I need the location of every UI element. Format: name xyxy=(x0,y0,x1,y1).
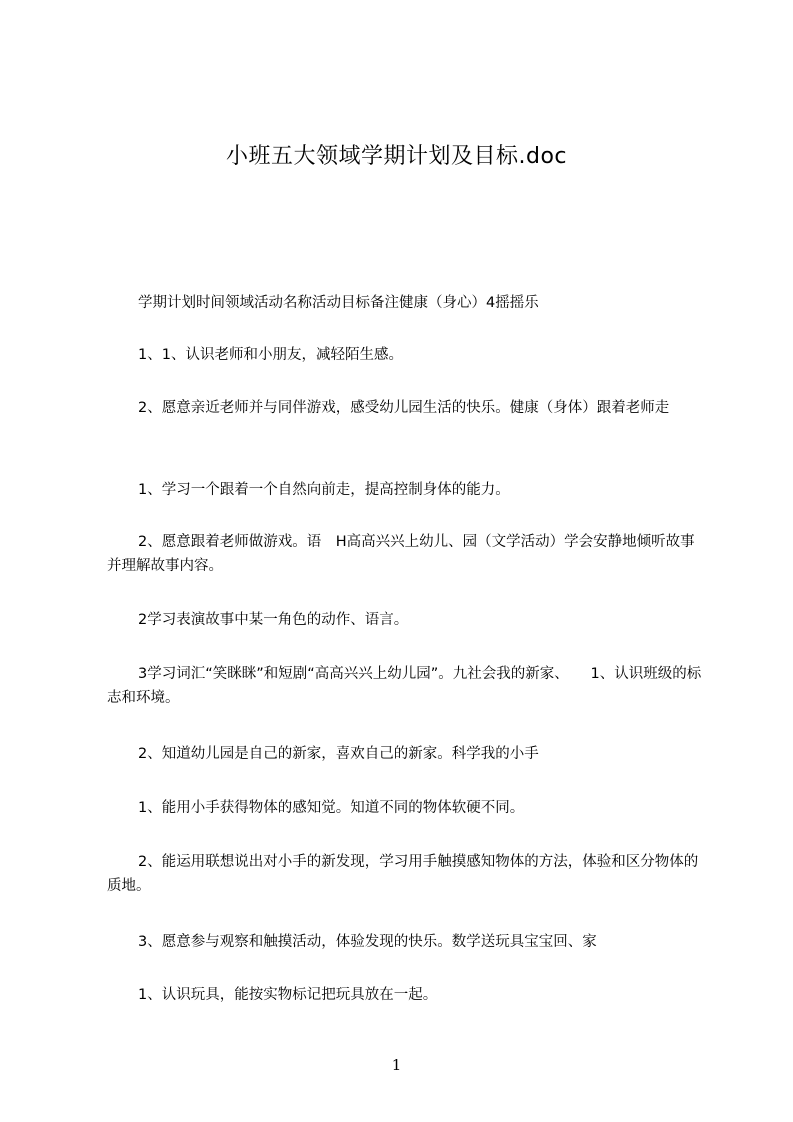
paragraph: 2、能运用联想说出对小手的新发现，学习用手触摸感知物体的方法，体验和区分物体的质地。 xyxy=(107,854,699,894)
paragraph: 3学习词汇“笑眯眯”和短剧“高高兴兴上幼儿园”。九社会我的新家、 1、认识班级的标志和环境。 xyxy=(107,666,702,706)
page-number: 1 xyxy=(391,1056,402,1074)
paragraph: 3、愿意参与观察和触摸活动，体验发现的快乐。数学送玩具宝宝回、家 xyxy=(138,934,597,950)
paragraph: 2学习表演故事中某一角色的动作、语言。 xyxy=(138,612,409,628)
paragraph: 2、愿意亲近老师并与同伴游戏，感受幼儿园生活的快乐。健康（身体）跟着老师走 xyxy=(138,400,670,416)
paragraph: 1、认识玩具，能按实物标记把玩具放在一起。 xyxy=(138,987,438,1003)
paragraph: 2、知道幼儿园是自己的新家，喜欢自己的新家。科学我的小手 xyxy=(138,746,539,762)
document-title: 小班五大领域学期计划及目标.doc xyxy=(225,144,567,169)
paragraph: 1、1、认识老师和小朋友，减轻陌生感。 xyxy=(138,347,403,363)
paragraph: 1、能用小手获得物体的感知觉。知道不同的物体软硬不同。 xyxy=(138,800,525,816)
paragraph: 2、愿意跟着老师做游戏。语 H高高兴兴上幼儿、园（文学活动）学会安静地倾听故事并理解故事内容。 xyxy=(107,534,695,574)
paragraph: 1、学习一个跟着一个自然向前走，提高控制身体的能力。 xyxy=(138,482,510,498)
paragraph: 学期计划时间领域活动名称活动目标备注健康（身心）4摇摇乐 xyxy=(138,295,539,311)
